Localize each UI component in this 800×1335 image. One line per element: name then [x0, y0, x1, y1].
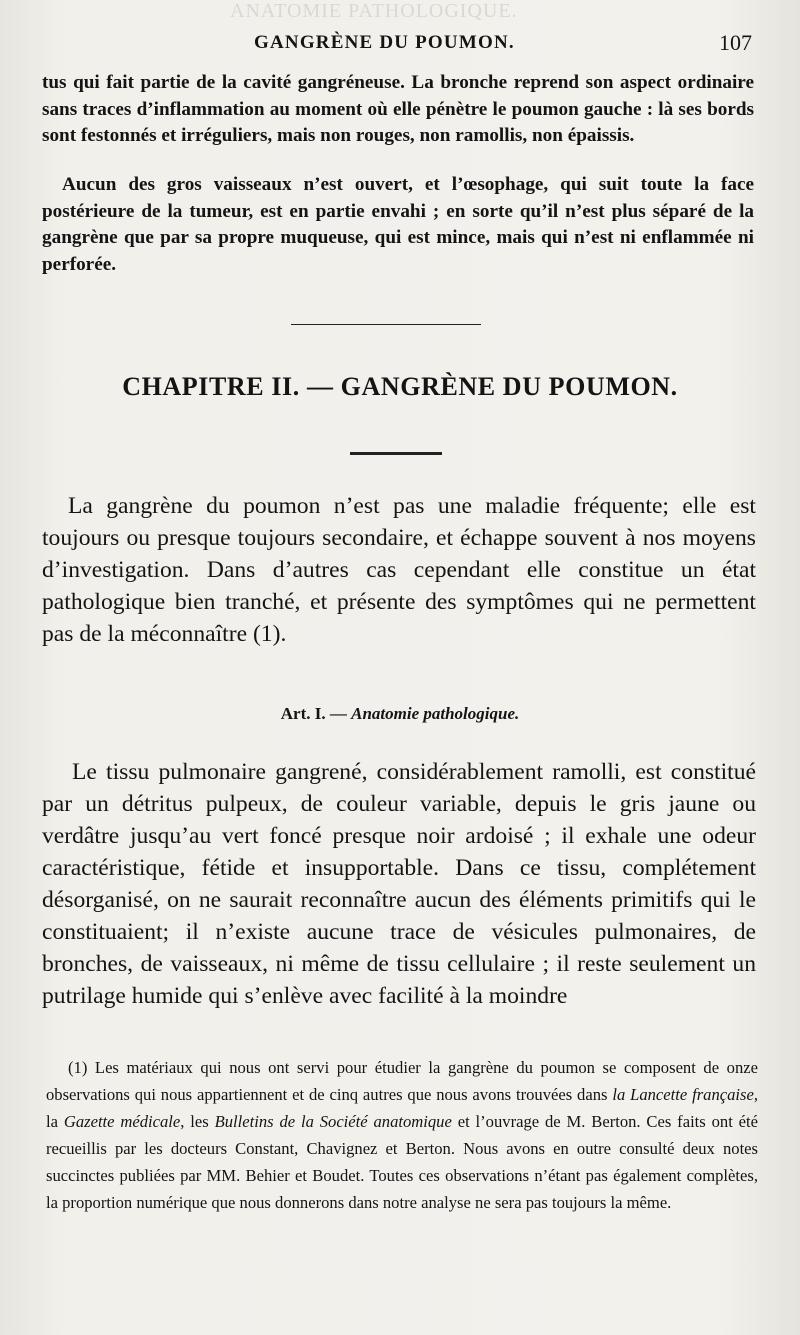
footnote-text-2: , la	[46, 1085, 758, 1131]
footnote-journal-bulletins: Bulletins de la Société anatomique	[214, 1112, 452, 1131]
footnote-journal-gazette: Gazette médicale	[63, 1112, 181, 1131]
running-head-title: GANGRÈNE DU POUMON.	[254, 32, 515, 53]
article-heading	[0, 704, 800, 724]
intro-paragraph: La gangrène du poumon n’est pas une maladie fréquente; elle est toujours ou presque toujours secondaire, et échappe souvent à nos moyens d’investigation. Dans d’autres cas cependant elle constitue un état pathologique bien tranché, et présente des symptômes qui ne permettent pas de la méconnaître (1).	[42, 493, 756, 647]
footnote-text-4: et l’ouvrage de M. Berton. Ces faits ont été recueillis par les docteurs Constant, Chavignez et Berton. Nous avons en outre consulté deux notes succinctes publiées par MM. Behier et Boudet. Toutes ces observations n’étant pas également complètes, la proportion numérique que nous donnerons dans notre analyse ne sera pas toujours la même.	[46, 1112, 759, 1212]
bleed-through-text: ANATOMIE PATHOLOGIQUE.	[230, 0, 518, 22]
body-paragraph: Le tissu pulmonaire gangrené, considérablement ramolli, est constitué par un détritus pulpeux, de couleur variable, depuis le gris jaune ou verdâtre jusqu’au vert foncé presque noir ardoisé ; il exhale une odeur caractéristique, fétide et insupportable. Dans ce tissu, complétement désorganisé, on ne saurait reconnaître aucun des éléments primitifs qui le constituaient; il n’existe aucune trace de vésicules pulmonaires, de bronches, de vaisseaux, ni même de tissu cellulaire ; il reste seulement un putrilage humide qui s’enlève avec facilité à la moindre	[42, 759, 756, 1009]
paragraph-continuation: tus qui fait partie de la cavité gangréneuse. La bronche reprend son aspect ordinaire sans traces d’inflammation au moment où elle pénètre le poumon gauche : là ses bords sont festonnés et irréguliers, mais non rouges, non ramollis, non épaissis.	[42, 72, 754, 147]
footnote-text-1: (1) Les matériaux qui nous ont servi pour étudier la gangrène du poumon se composent de onze observations qui nous appartiennent et de cinq autres que nous avons trouvées dans	[46, 1058, 758, 1104]
page-number: 107	[719, 30, 752, 55]
footnote-text-3: , les	[180, 1112, 215, 1131]
chapter-heading: CHAPITRE II. — GANGRÈNE DU POUMON.	[122, 372, 678, 401]
article-title: Anatomie pathologique.	[351, 704, 520, 723]
running-head	[44, 32, 752, 62]
section-rule-bottom	[350, 452, 442, 455]
footnote-journal-lancette: la Lancette française	[612, 1085, 754, 1104]
footnote	[46, 1054, 758, 1216]
section-rule-top	[291, 324, 481, 325]
paragraph-vessels: Aucun des gros vaisseaux n’est ouvert, et l’œsophage, qui suit toute la face postérieure de la tumeur, est en partie envahi ; en sorte qu’il n’est plus séparé de la gangrène que par sa propre muqueuse, qui est mince, mais qui n’est ni enflammée ni perforée.	[42, 174, 754, 275]
article-number: Art. I. —	[280, 704, 347, 723]
